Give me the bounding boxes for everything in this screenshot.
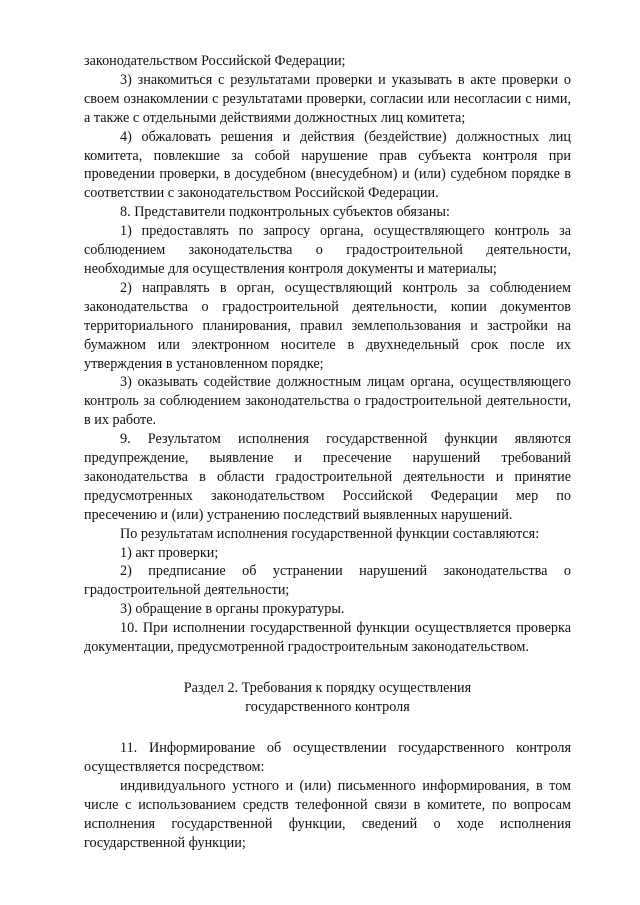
paragraph: 2) направлять в орган, осуществляющий контроль за соблюдением законодательства о градостроительной деятельности, копии документов территориального планирования, правил землепользования и застройки на бумажном или электронном носителе в двухнедельный срок после их утверждения в установленном порядке; — [84, 279, 571, 372]
paragraph: 4) обжаловать решения и действия (бездействие) должностных лиц комитета, повлекшие за собой нарушение прав субъекта контроля при проведении проверки, в досудебном (внесудебном) и (или) судебном порядке в соответствии с законодательством Российской Федерации. — [84, 128, 571, 202]
paragraph: 2) предписание об устранении нарушений законодательства о градостроительной деятельности; — [84, 563, 571, 599]
section-heading-line: государственного контроля — [245, 699, 410, 715]
paragraph: индивидуального устного и (или) письменного информирования, в том числе с использованием средств телефонной связи в комитете, по вопросам исполнения государственной функции, сведений о ходе исполнения государственной функции; — [84, 777, 571, 851]
paragraph: 3) знакомиться с результатами проверки и указывать в акте проверки о своем ознакомлении с результатами проверки, согласии или несогласии с ними, а также с отдельными действиями должностных лиц комитета; — [84, 71, 571, 126]
document-page — [84, 52, 571, 852]
paragraph: 10. При исполнении государственной функции осуществляется проверка документации, предусмотренной градостроительным законодательством. — [84, 620, 571, 656]
paragraph: 11. Информирование об осуществлении государственного контроля осуществляется посредством: — [84, 740, 571, 775]
paragraph: 1) акт проверки; — [120, 544, 219, 561]
section-heading-line: Раздел 2. Требования к порядку осуществления — [183, 680, 472, 696]
section-heading — [84, 679, 571, 717]
paragraph: 3) оказывать содействие должностным лицам органа, осуществляющего контроль за соблюдением законодательства о градостроительной деятельности, в их работе. — [84, 374, 571, 429]
paragraph: законодательством Российской Федерации; — [84, 53, 346, 69]
paragraph: 8. Представители подконтрольных субъектов обязаны: — [120, 204, 450, 221]
paragraph: 1) предоставлять по запросу органа, осуществляющего контроль за соблюдением законодательства о градостроительной деятельности, необходимые для осуществления контроля документы и материалы; — [84, 223, 571, 277]
paragraph: 3) обращение в органы прокуратуры. — [120, 601, 345, 618]
paragraph: По результатам исполнения государственной функции составляются: — [120, 525, 540, 542]
paragraph: 9. Результатом исполнения государственной функции являются предупреждение, выявление и пресечение нарушений требований законодательства в области градостроительной деятельности и принятие предусмотренных законодательством Российской Федерации мер по пресечению и (или) устранению последствий выявленных нарушений. — [84, 431, 571, 523]
